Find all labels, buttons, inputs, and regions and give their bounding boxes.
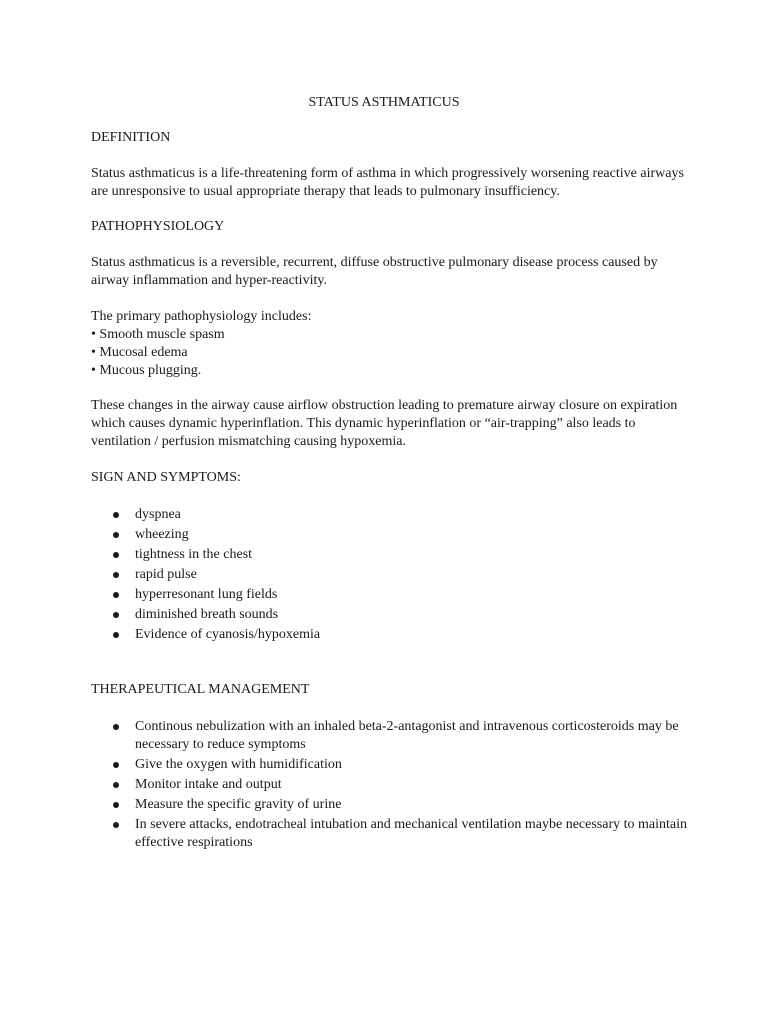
pathophysiology-intro: The primary pathophysiology includes: <box>91 309 312 324</box>
management-list <box>113 718 688 854</box>
bullet-icon <box>113 532 119 538</box>
management-item-text: Give the oxygen with humidification <box>135 757 342 772</box>
signs-item-text: tightness in the chest <box>135 547 253 562</box>
signs-list <box>113 506 688 646</box>
bullet-icon <box>113 822 119 828</box>
management-item-text: Measure the specific gravity of urine <box>135 797 342 812</box>
signs-heading: SIGN AND SYMPTOMS: <box>91 470 241 485</box>
definition-text: Status asthmaticus is a life-threatening form of asthma in which progressively worsening reactive airways are unresponsive to usual appropriate therapy that leads to pulmonary insufficiency. <box>91 166 684 199</box>
bullet-icon <box>113 802 119 808</box>
signs-item-text: wheezing <box>135 527 189 542</box>
signs-item-text: rapid pulse <box>135 567 197 582</box>
list-item <box>113 718 688 754</box>
list-item <box>113 776 688 794</box>
pathophysiology-list <box>91 326 691 380</box>
signs-item-text: hyperresonant lung fields <box>135 587 278 602</box>
list-item: • Mucosal edema <box>91 345 188 360</box>
list-item <box>113 546 688 564</box>
bullet-icon <box>113 724 119 730</box>
pathophysiology-changes: These changes in the airway cause airflow obstruction leading to premature airway closure on expiration which causes dynamic hyperinflation. This dynamic hyperinflation or “air-trapping” also leads to ventilation / perfusion mismatching causing hypoxemia. <box>91 398 678 449</box>
list-item: • Smooth muscle spasm <box>91 327 225 342</box>
pathophysiology-text: Status asthmaticus is a reversible, recurrent, diffuse obstructive pulmonary disease process caused by airway inflammation and hyper-reactivity. <box>91 255 658 288</box>
signs-item-text: diminished breath sounds <box>135 607 279 622</box>
list-item <box>113 566 688 584</box>
list-item: • Mucous plugging. <box>91 363 202 378</box>
bullet-icon <box>113 512 119 518</box>
list-item <box>113 796 688 814</box>
list-item <box>113 626 688 644</box>
management-item-text: In severe attacks, endotracheal intubation and mechanical ventilation maybe necessary to maintain effective respirations <box>135 817 688 850</box>
bullet-icon <box>113 592 119 598</box>
list-item <box>113 606 688 624</box>
pathophysiology-heading: PATHOPHYSIOLOGY <box>91 219 225 234</box>
bullet-icon <box>113 632 119 638</box>
bullet-icon <box>113 572 119 578</box>
management-item-text: Monitor intake and output <box>135 777 282 792</box>
signs-item-text: dyspnea <box>135 507 181 522</box>
bullet-icon <box>113 552 119 558</box>
bullet-icon <box>113 612 119 618</box>
definition-heading: DEFINITION <box>91 130 171 145</box>
list-item <box>113 586 688 604</box>
management-heading: THERAPEUTICAL MANAGEMENT <box>91 682 310 697</box>
management-item-text: Continous nebulization with an inhaled beta-2-antagonist and intravenous corticosteroids may be necessary to reduce symptoms <box>135 719 679 752</box>
list-item <box>113 816 688 852</box>
document-title: STATUS ASTHMATICUS <box>308 95 460 110</box>
list-item <box>113 506 688 524</box>
bullet-icon <box>113 782 119 788</box>
signs-item-text: Evidence of cyanosis/hypoxemia <box>135 627 321 642</box>
list-item <box>113 756 688 774</box>
list-item <box>113 526 688 544</box>
bullet-icon <box>113 762 119 768</box>
